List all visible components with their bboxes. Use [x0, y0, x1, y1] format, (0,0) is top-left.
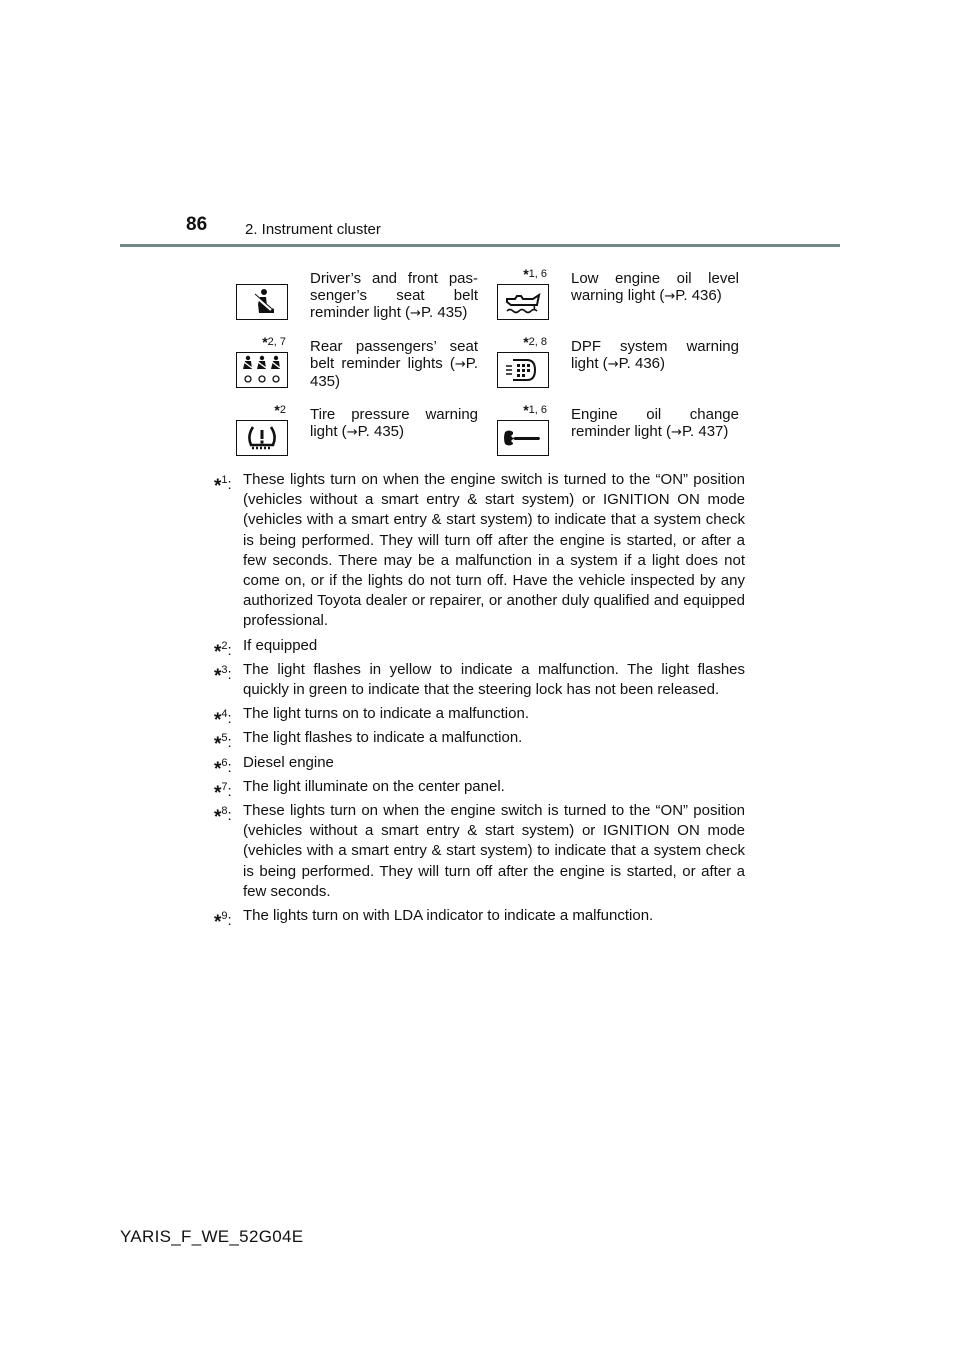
indicator-dpf — [497, 336, 759, 404]
footnote-reference: *1, 6 — [523, 402, 547, 418]
footnote: *$^1$: These lights turn on when the engine switch is turned to the “ON” position (vehicles without a smart entry & start system) or IGNITION ON mode (vehicles with a smart entry & start system) to indicate that a system check is being performed. They will turn off after the engine is started, or after a few seconds. There may be a malfunction in a system if a light does not come on, or if the lights do not turn off. Have the vehicle inspected by any authorized Toyota dealer or repairer, or another duly qualified and equipped professional. — [214, 471, 745, 630]
seatbelt-driver-icon — [236, 284, 288, 320]
header-rule — [120, 244, 840, 247]
page-number: 86 — [186, 214, 208, 235]
footnote-reference: *1, 6 — [523, 266, 547, 282]
tire-pressure-icon — [236, 420, 288, 456]
footnote: *$^3$: The light flashes in yellow to indicate a malfunction. The light flashes quickly in green to indicate that the steering lock has not been released. — [214, 660, 745, 699]
wrench-icon — [497, 420, 549, 456]
indicator-description: Driver’s and front pas-senger’s seat belt reminder light (→P. 435) — [310, 270, 478, 321]
dpf-icon — [497, 352, 549, 388]
footnote-reference: *2 — [274, 402, 286, 418]
indicator-oil-change — [497, 404, 759, 472]
footnote-reference: *2, 7 — [262, 334, 286, 350]
rear-seatbelt-icon — [236, 352, 288, 388]
footnote: *$^6$: Diesel engine — [214, 753, 334, 780]
indicator-description: DPF system warning light (→P. 436) — [571, 338, 739, 372]
footnote: *$^9$: The lights turn on with LDA indicator to indicate a malfunction. — [214, 907, 654, 934]
footnotes — [214, 470, 745, 934]
indicator-seatbelt-driver — [236, 268, 498, 336]
indicator-description: Tire pressure warning light (→P. 435) — [310, 406, 478, 440]
indicator-oil-level — [497, 268, 759, 336]
document-code: YARIS_F_WE_52G04E — [120, 1227, 304, 1246]
indicator-tire-pressure — [236, 404, 498, 472]
footnote: *$^5$: The light flashes to indicate a malfunction. — [214, 729, 523, 756]
section-title: 2. Instrument cluster — [245, 221, 381, 238]
indicator-description: Rear passengers’ seat belt reminder lights (→P. 435) — [310, 338, 478, 390]
oil-level-icon — [497, 284, 549, 320]
footnote-reference: *2, 8 — [523, 334, 547, 350]
indicator-rear-seatbelt — [236, 336, 498, 404]
indicator-description: Low engine oil level warning light (→P. 436) — [571, 270, 739, 304]
footnote: *$^8$: These lights turn on when the engine switch is turned to the “ON” position (vehicles without a smart entry & start system) or IGNITION ON mode (vehicles with a smart entry & start system) to indicate that a system check is being performed. They will turn off after the engine is started, or after a few seconds. — [214, 802, 745, 900]
footnote: *$^7$: The light illuminate on the center panel. — [214, 777, 505, 804]
footnote: *$^2$: If equipped — [214, 636, 318, 663]
footnote: *$^4$: The light turns on to indicate a malfunction. — [214, 705, 529, 732]
indicator-description: Engine oil change reminder light (→P. 437) — [571, 406, 739, 440]
